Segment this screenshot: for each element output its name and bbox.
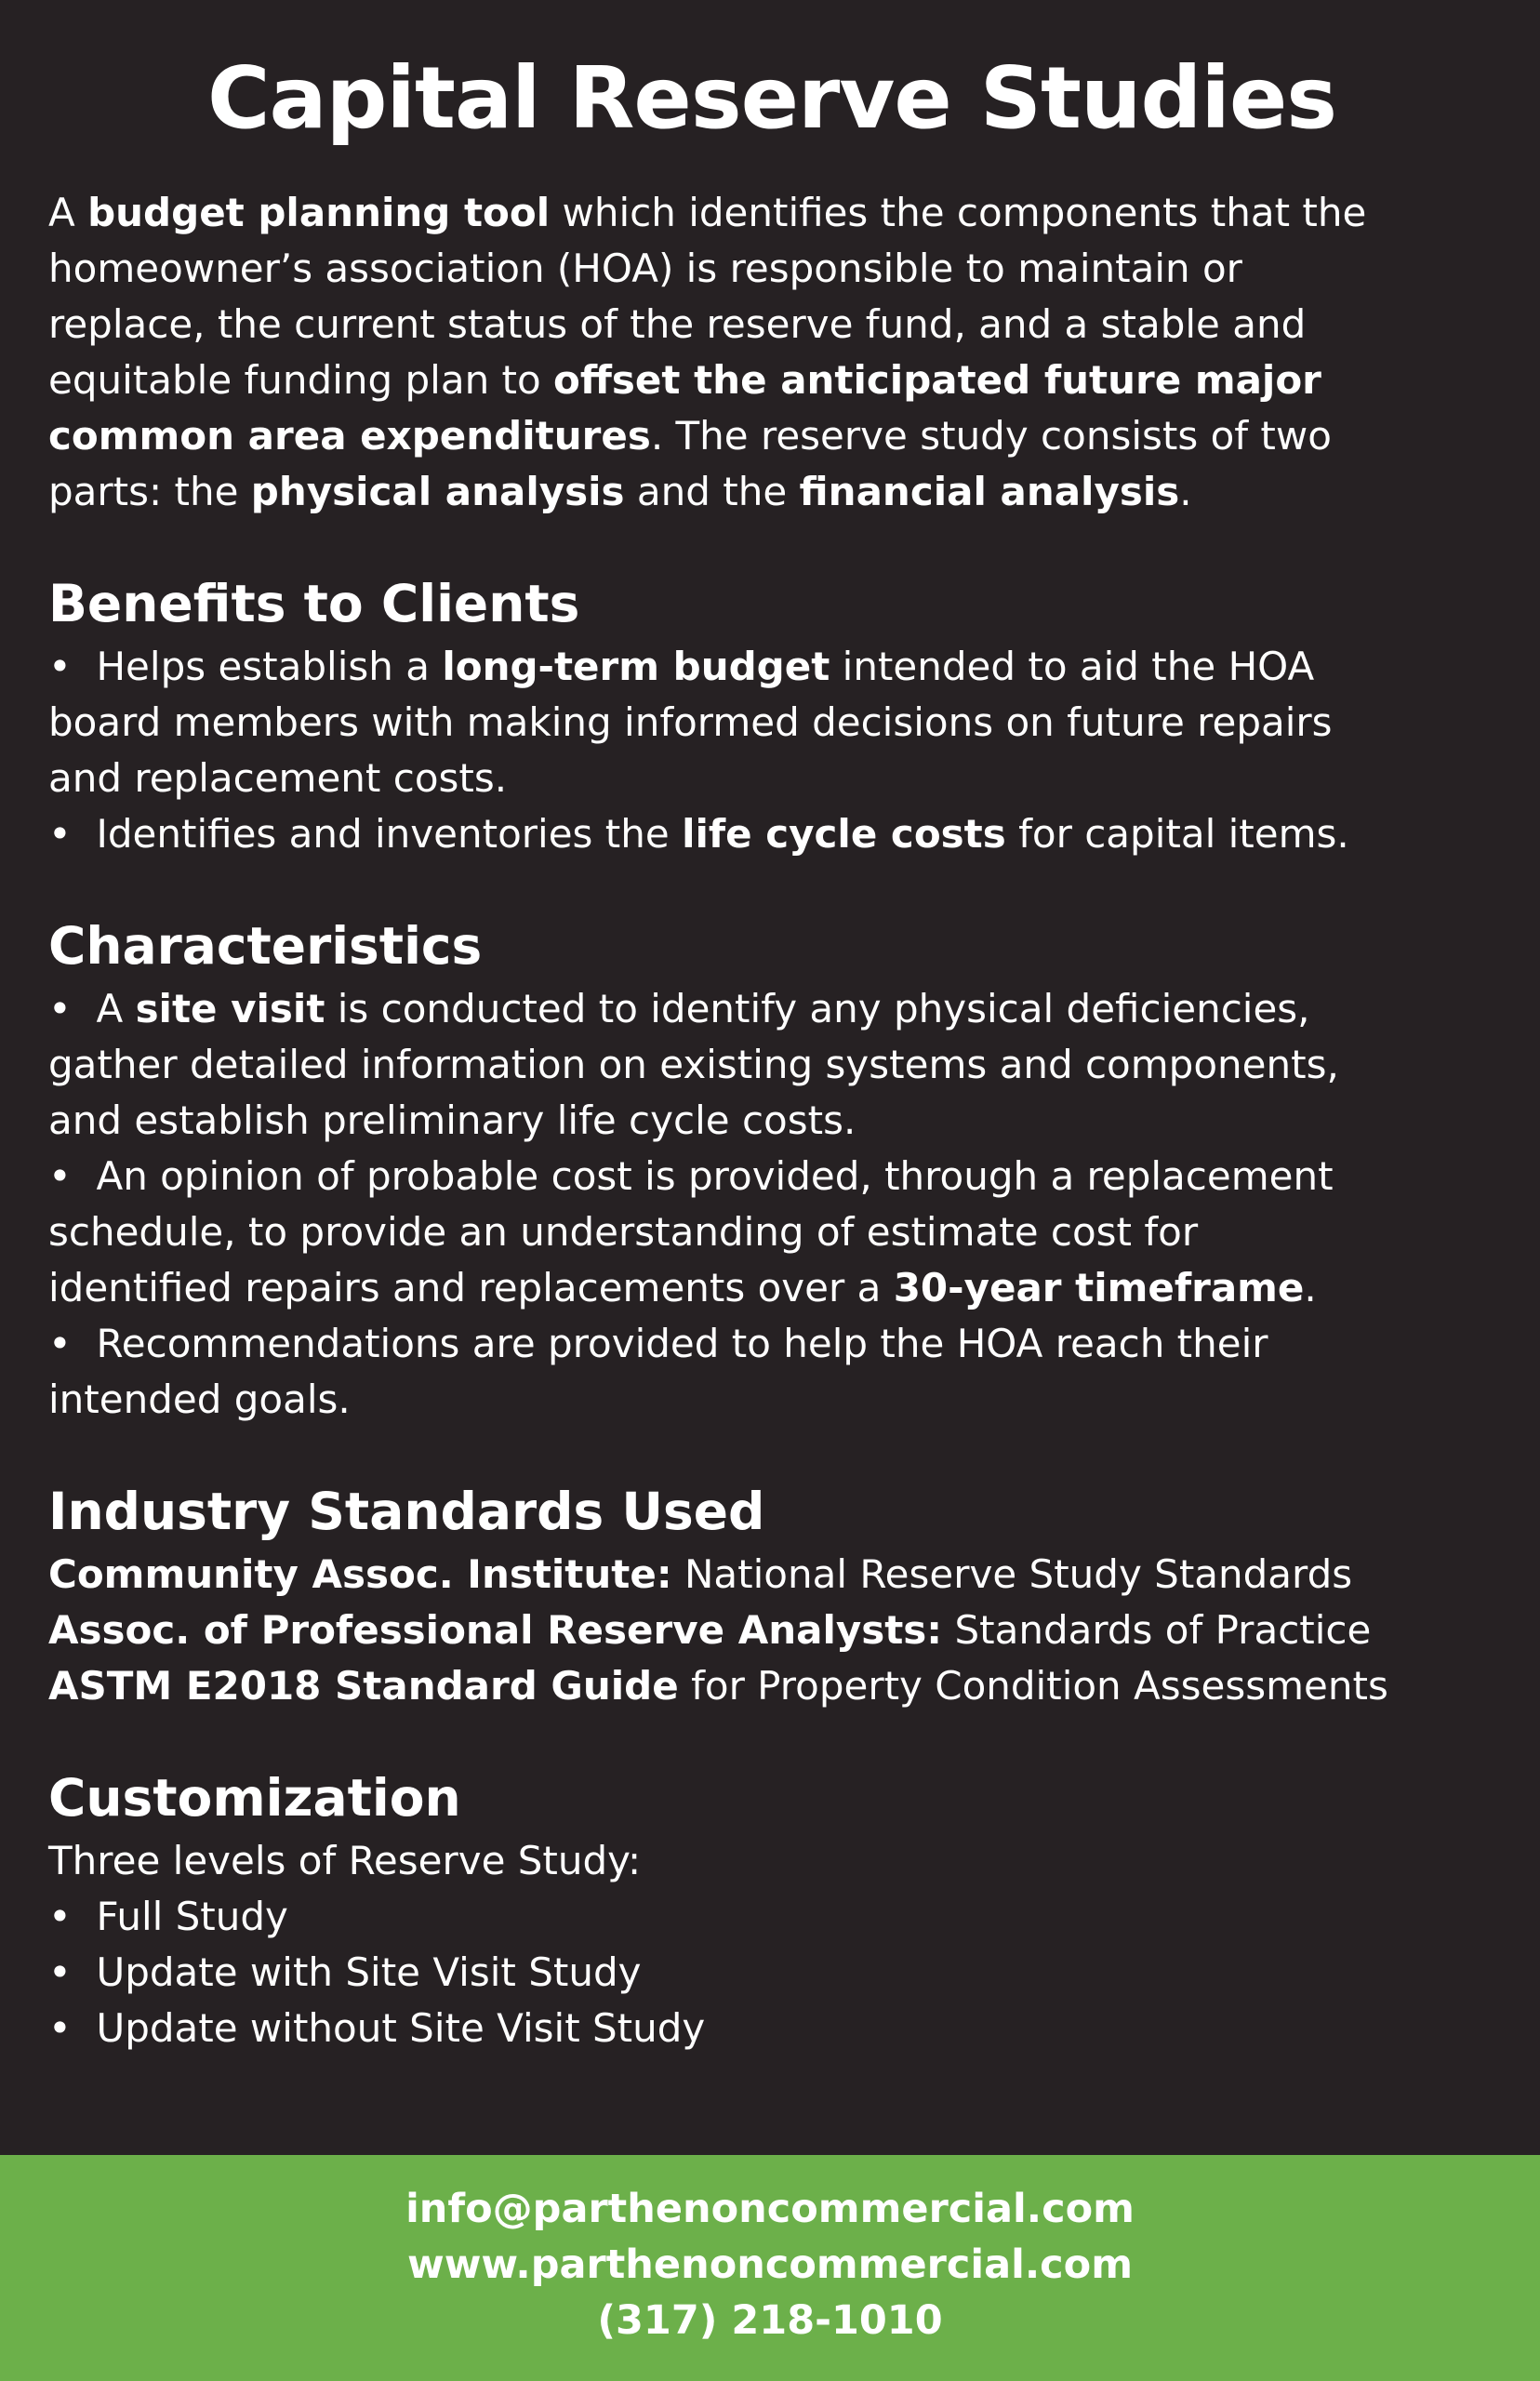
text-line: • Update with Site Visit Study: [48, 1949, 642, 1995]
text-line: and replacement costs.: [48, 755, 508, 801]
section-body-characteristics: [48, 981, 1495, 1428]
text-line: • A site visit is conducted to identify any physical deficiencies,: [48, 986, 1310, 1031]
section-customization: [48, 1768, 1495, 2056]
text-line: A budget planning tool which identifies the components that the: [48, 190, 1367, 235]
page-title: Capital Reserve Studies: [206, 48, 1337, 148]
text-line: • Update without Site Visit Study: [48, 2005, 706, 2051]
footer-website: www.parthenoncommercial.com: [406, 2241, 1134, 2288]
text-line: • Helps establish a long-term budget intended to aid the HOA: [48, 644, 1315, 689]
footer-phone: (317) 218-1010: [597, 2297, 943, 2344]
text-line: Assoc. of Professional Reserve Analysts: Standards of Practice: [48, 1607, 1372, 1653]
text-line: replace, the current status of the reserve fund, and a stable and: [48, 301, 1307, 347]
section-heading-customization: Customization: [48, 1768, 461, 1828]
text-line: parts: the physical analysis and the financial analysis.: [48, 469, 1192, 514]
text-line: • Full Study: [48, 1894, 288, 1939]
intro-paragraph: [48, 185, 1495, 520]
section-heading-industry-standards: Industry Standards Used: [48, 1482, 765, 1541]
text-line: equitable funding plan to offset the anticipated future major: [48, 357, 1321, 403]
section-body-customization: [48, 1833, 1495, 2056]
text-line: ASTM E2018 Standard Guide for Property Condition Assessments: [48, 1663, 1388, 1709]
text-line: schedule, to provide an understanding of estimate cost for: [48, 1209, 1199, 1255]
section-benefits: [48, 574, 1495, 862]
section-characteristics: [48, 916, 1495, 1428]
text-line: identified repairs and replacements over a 30-year timeframe.: [48, 1265, 1317, 1310]
section-body-benefits: [48, 639, 1495, 862]
text-line: • Recommendations are provided to help the HOA reach their: [48, 1321, 1268, 1366]
text-line: common area expenditures. The reserve study consists of two: [48, 413, 1332, 459]
section-industry-standards: [48, 1482, 1495, 1714]
flyer-content: [0, 45, 1540, 2056]
text-line: Three levels of Reserve Study:: [48, 1838, 642, 1883]
text-line: • An opinion of probable cost is provided, through a replacement: [48, 1153, 1334, 1199]
section-heading-benefits: Benefits to Clients: [48, 574, 580, 633]
footer-contact-bar: [0, 2155, 1540, 2381]
text-line: gather detailed information on existing systems and components,: [48, 1042, 1339, 1087]
section-body-industry-standards: [48, 1547, 1495, 1714]
text-line: board members with making informed decisions on future repairs: [48, 699, 1333, 745]
text-line: • Identifies and inventories the life cycle costs for capital items.: [48, 811, 1349, 857]
footer-email: info@parthenoncommercial.com: [405, 2186, 1135, 2232]
text-line: homeowner’s association (HOA) is responsible to maintain or: [48, 246, 1242, 291]
text-line: Community Assoc. Institute: National Reserve Study Standards: [48, 1551, 1353, 1597]
section-heading-characteristics: Characteristics: [48, 916, 483, 976]
text-line: and establish preliminary life cycle costs.: [48, 1097, 856, 1143]
text-line: intended goals.: [48, 1377, 351, 1422]
